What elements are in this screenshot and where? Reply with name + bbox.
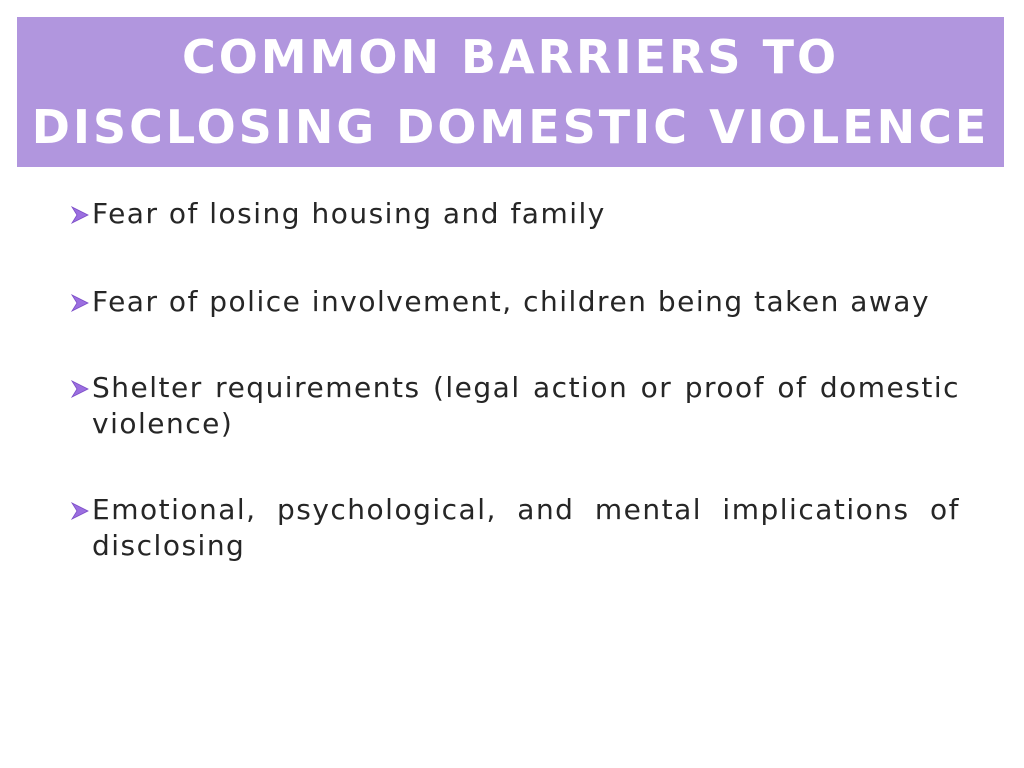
- arrowhead-bullet-icon: [70, 501, 90, 521]
- arrowhead-bullet-icon: [70, 293, 90, 313]
- bullet-item: [70, 284, 960, 320]
- bullet-item: [70, 492, 960, 564]
- bullet-item: [70, 370, 960, 442]
- slide-title-line-1: COMMON BARRIERS TO: [181, 30, 840, 84]
- bullet-list: [70, 196, 960, 614]
- arrowhead-bullet-icon: [70, 205, 90, 225]
- slide-title-line-2: DISCLOSING DOMESTIC VIOLENCE: [31, 100, 990, 154]
- arrowhead-bullet-icon: [70, 379, 90, 399]
- bullet-text: Fear of police involvement, children being taken away: [92, 285, 931, 318]
- bullet-text: Emotional, psychological, and mental implications of disclosing: [92, 493, 960, 562]
- bullet-text: Fear of losing housing and family: [92, 197, 606, 230]
- bullet-text: Shelter requirements (legal action or proof of domestic violence): [92, 371, 960, 440]
- title-banner: [17, 17, 1004, 167]
- bullet-item: [70, 196, 960, 232]
